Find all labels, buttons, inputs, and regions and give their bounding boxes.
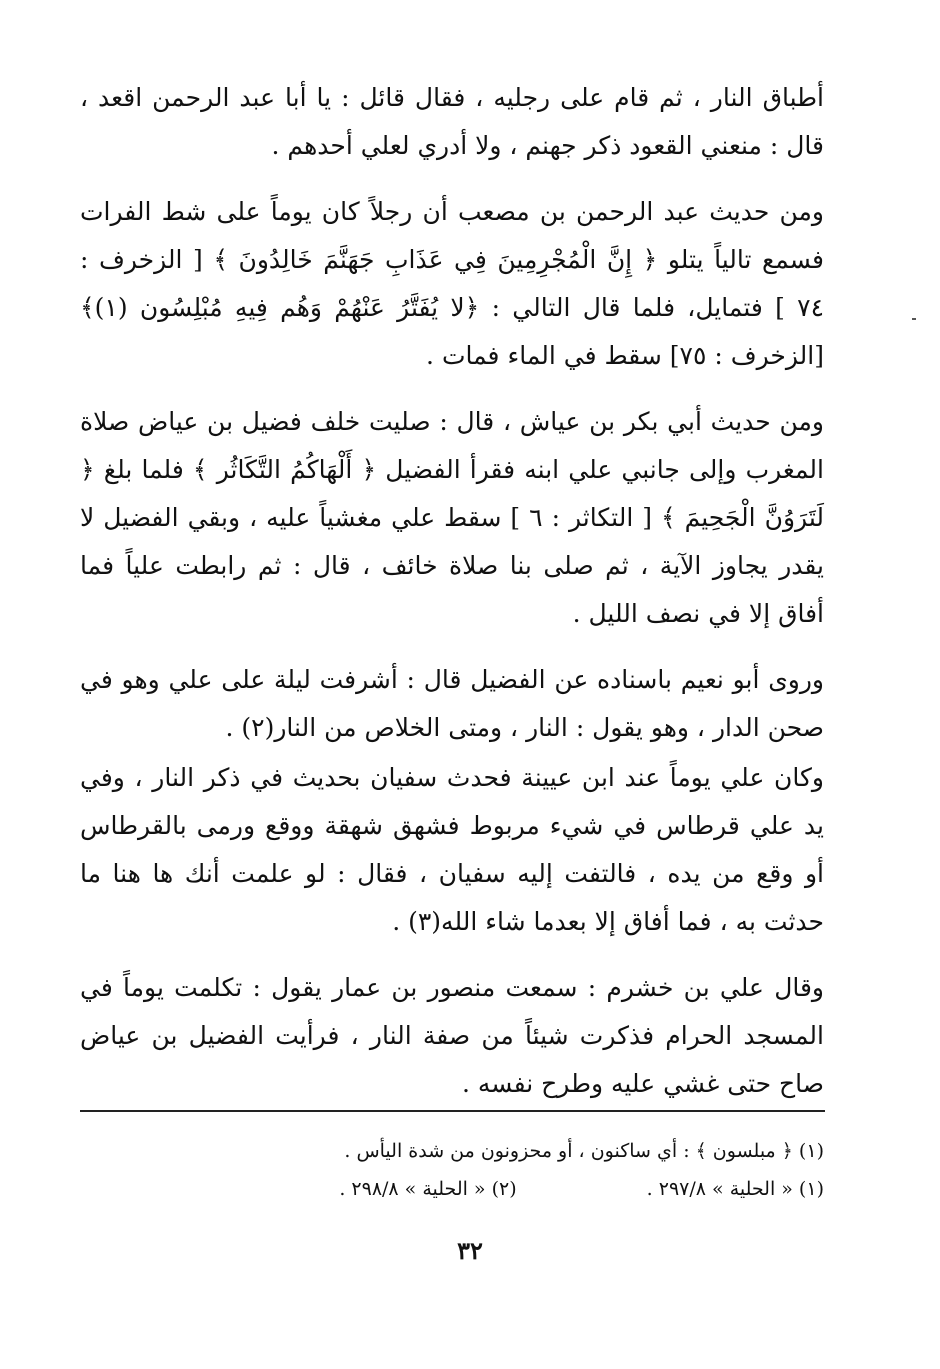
paragraph-6: وقال علي بن خشرم : سمعت منصور بن عمار يقول : تكلمت يوماً في المسجد الحرام فذكرت شيئاً من صفة النار ، فرأيت الفضيل بن عياض صاح حتى غشي عليه وطرح نفسه . [80, 973, 824, 1098]
paragraph-2: ومن حديث عبد الرحمن بن مصعب أن رجلاً كان يوماً على شط الفرات فسمع تالياً يتلو ﴿ إِنَّ الْمُجْرِمِينَ فِي عَذَابِ جَهَنَّمَ خَالِدُونَ ﴾ [ الزخرف : ٧٤ ] فتمايل، فلما قال التالي : ﴿لا يُفَتَّرُ عَنْهُمْ وَهُم فِيهِ مُبْلِسُون (١)﴾[الزخرف : ٧٥] سقط في الماء فمات . [80, 197, 824, 370]
paragraph-3: ومن حديث أبي بكر بن عياش ، قال : صليت خلف فضيل بن عياض صلاة المغرب وإلى جانبي علي ابنه فقرأ الفضيل ﴿ أَلْهَاكُمُ التَّكَاثُر ﴾ فلما بلغ ﴿ لَتَرَوُنَّ الْجَحِيمَ ﴾ [ التكاثر : ٦ ] سقط علي مغشياً عليه ، وبقي الفضيل لا يقدر يجاوز الآية ، ثم صلى بنا صلاة خائف ، قال : ثم رابطت علياً فما أفاق إلا في نصف الليل . [80, 407, 824, 628]
paragraph-4: وروى أبو نعيم باسناده عن الفضيل قال : أشرفت ليلة على علي وهو في صحن الدار ، وهو يقول : النار ، ومتى الخلاص من النار(٢) . [80, 665, 824, 742]
page-body [80, 74, 824, 1314]
footnote-2a: (١) « الحلية » ٢٩٧/٨ . [646, 1178, 824, 1200]
footnote-divider [80, 1110, 825, 1112]
margin-mark [912, 318, 916, 320]
footnotes [80, 1132, 824, 1208]
footnote-row-2 [80, 1170, 824, 1208]
footnote-row-1 [80, 1132, 824, 1170]
page-number: ٣٢ [457, 1236, 483, 1265]
footnote-1: (١) ﴿ مبلسون ﴾ : أي ساكنون ، أو محزونون من شدة اليأس . [344, 1140, 824, 1162]
paragraph-1: أطباق النار ، ثم قام على رجليه ، فقال قائل : يا أبا عبد الرحمن اقعد ، قال : منعني القعود ذكر جهنم ، ولا أدري لعلي أحدهم . [80, 83, 824, 160]
paragraph-5: وكان علي يوماً عند ابن عيينة فحدث سفيان بحديث في ذكر النار ، وفي يد علي قرطاس في شيء مربوط فشهق شهقة ووقع ورمى بالقرطاس أو وقع من يده ، فالتفت إليه سفيان ، فقال : لو علمت أنك ها هنا ما حدثت به ، فما أفاق إلا بعدما شاء الله(٣) . [80, 763, 824, 936]
footnote-2b: (٢) « الحلية » ٢٩٨/٨ . [339, 1178, 517, 1200]
